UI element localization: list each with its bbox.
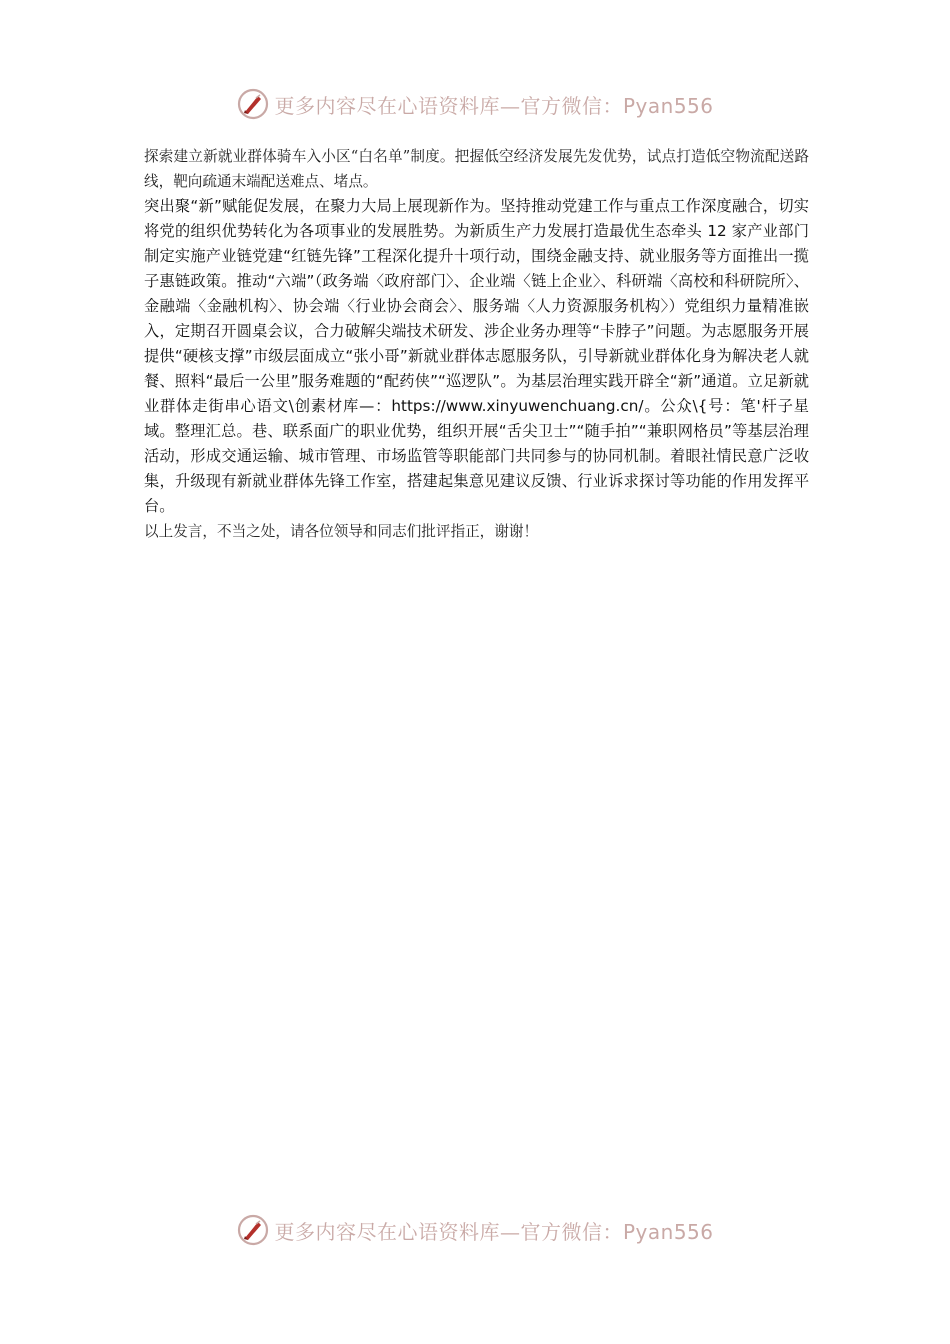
document-body — [144, 144, 809, 544]
paragraph-3: 以上发言，不当之处，请各位领导和同志们批评指正，谢谢！ — [144, 523, 539, 540]
watermark-label: 更多内容尽在心语资料库—官方微信： — [274, 93, 623, 118]
watermark-id: Pyan556 — [622, 1219, 714, 1244]
footer-watermark — [0, 1210, 950, 1250]
paragraph-1: 探索建立新就业群体骑车入小区“白名单”制度。把握低空经济发展先发优势，试点打造低空物流配送路线，靶向疏通末端配送难点、堵点。 — [144, 148, 809, 190]
watermark-text — [274, 90, 713, 119]
watermark-inner — [236, 1213, 713, 1247]
watermark-text — [274, 1216, 713, 1245]
watermark-inner — [236, 87, 713, 121]
paragraph-2: 突出聚“新”赋能促发展，在聚力大局上展现新作为。坚持推动党建工作与重点工作深度融合，切实将党的组织优势转化为各项事业的发展胜势。为新质生产力发展打造最优生态牵头 12 家产业部门制定实施产业链党建“红链先锋”工程深化提升十项行动，围绕金融支持、就业服务等方面推出一揽子惠链政策。推动“六端”（政务端〈政府部门〉、企业端〈链上企业〉、科研端〈高校和科研院所〉、金融端〈金融机构〉、协会端〈行业协会商会〉、服务端〈人力资源服务机构〉）党组织力量精准嵌入，定期召开圆桌会议，合力破解尖端技术研发、涉企业务办理等“卡脖子”问题。为志愿服务开展提供“硬核支撑”市级层面成立“张小哥”新就业群体志愿服务队，引导新就业群体化身为解决老人就餐、照料“最后一公里”服务难题的“配药侠”“巡逻队”。为基层治理实践开辟全“新”通道。立足新就业群体走街串心语文\创素材库—：https://www.xinyuwenchuang.cn/。公众\{号：笔'杆子星域。整理汇总。巷、联系面广的职业优势，组织开展“舌尖卫士”“随手拍”“兼职网格员”等基层治理活动，形成交通运输、城市管理、市场监管等职能部门共同参与的协同机制。着眼社情民意广泛收集，升级现有新就业群体先锋工作室，搭建起集意见建议反馈、行业诉求探讨等功能的作用发挥平台。 — [144, 197, 809, 515]
watermark-id: Pyan556 — [622, 93, 714, 118]
quill-pen-icon — [236, 87, 270, 121]
header-watermark — [0, 84, 950, 124]
quill-pen-icon — [236, 1213, 270, 1247]
watermark-label: 更多内容尽在心语资料库—官方微信： — [274, 1219, 623, 1244]
